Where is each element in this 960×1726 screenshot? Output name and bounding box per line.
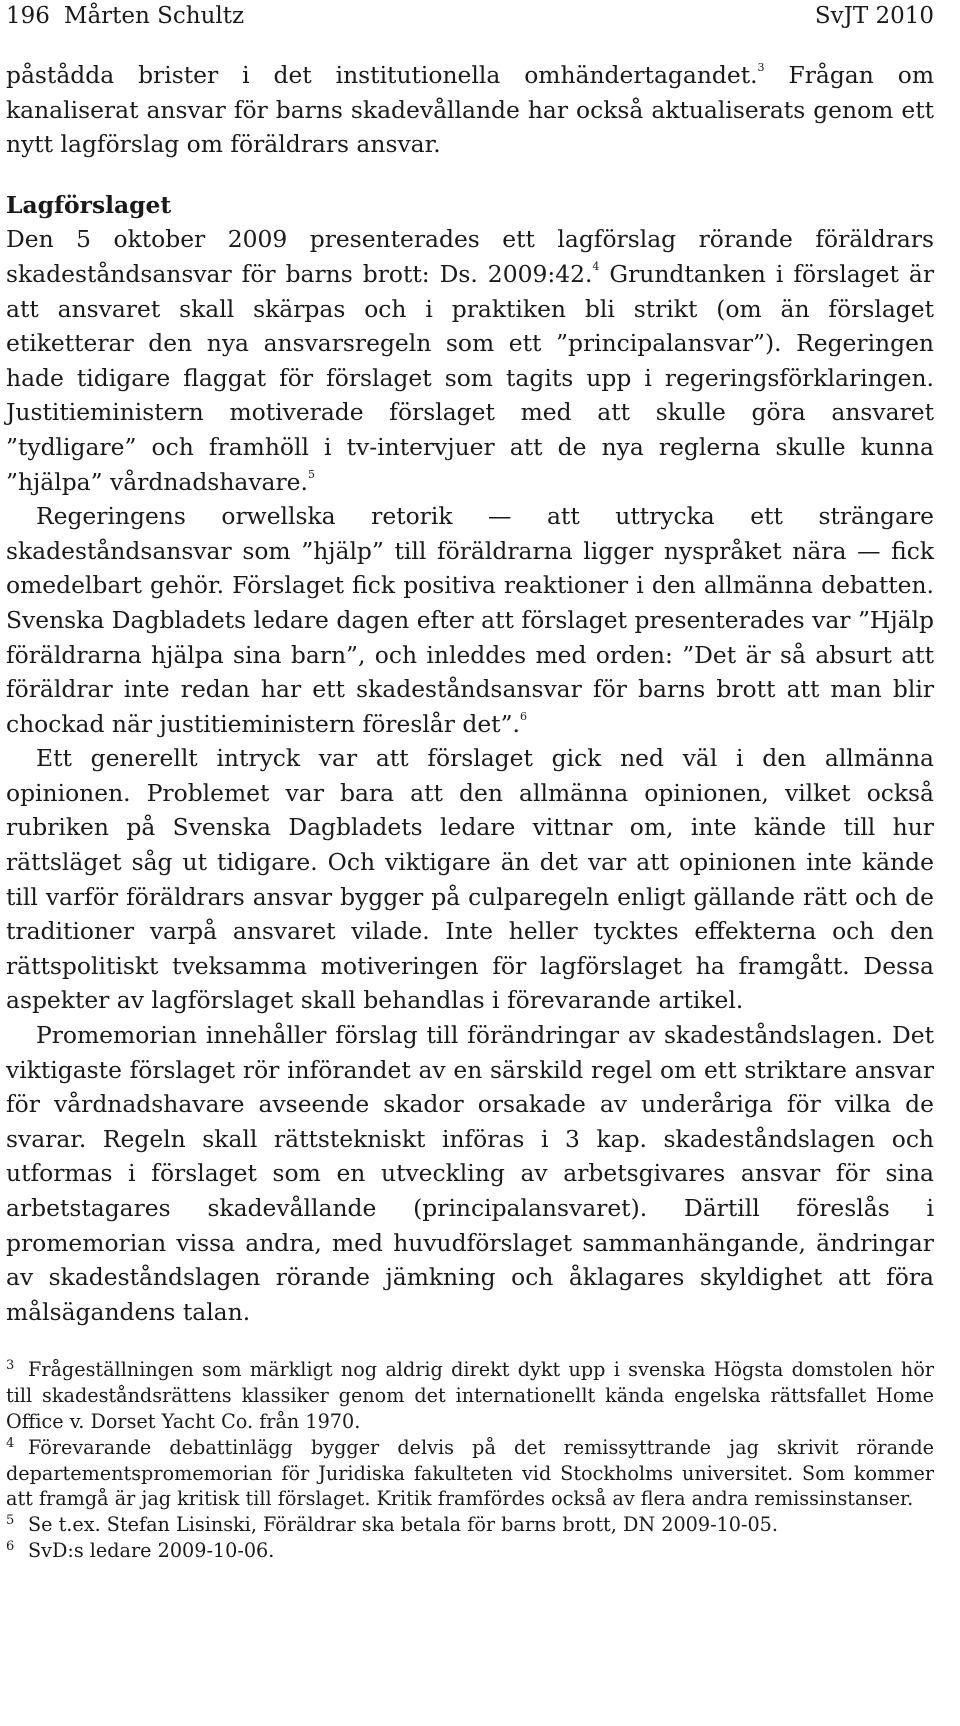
paragraph-4: Promemorian innehåller förslag till förändringar av skadeståndslagen. Det viktigaste förslaget rör införandet av en särskild regel om ett striktare ansvar för vårdnadshavare avseende skador orsakade av underåriga för vilka de svarar. Regeln skall rättstekniskt införas i 3 kap. skadeståndslagen och utformas i förslaget som en utveckling av arbetsgivares ansvar för sina arbetstagares skadevållande (principalansvaret). Därtill föreslås i promemorian vissa andra, med huvudförslaget sammanhängande, ändringar av skadeståndslagen rörande jämkning och åklagares skyldighet att föra målsägandens talan. xyxy=(6,1021,934,1326)
p1-text-a: Den 5 oktober 2009 presenterades ett lagförslag rörande föräldrars skadeståndsansvar för barns brott: Ds. 2009:42. xyxy=(6,225,934,288)
footnote: 3 Frågeställningen som märkligt nog aldrig direkt dykt upp i svenska Högsta domstolen hör till skadeståndsrättens klassiker genom det internationellt kända engelska rättsfallet Home Office v. Dorset Yacht Co. från 1970. xyxy=(6,1358,934,1433)
footnote-ref-4[interactable]: 4 xyxy=(592,259,600,273)
footnote-ref-6[interactable]: 6 xyxy=(519,709,527,723)
journal-issue: SvJT 2010 xyxy=(814,3,934,29)
footnote-text: Se t.ex. Stefan Lisinski, Föräldrar ska betala för barns brott, DN 2009-10-05. xyxy=(28,1513,778,1537)
footnote-text: SvD:s ledare 2009-10-06. xyxy=(28,1538,275,1562)
paragraph-3: Ett generellt intryck var att förslaget gick ned väl i den allmänna opinionen. Problemet var bara att den allmänna opinionen, vilket också rubriken på Svenska Dagbladets ledare vittnar om, inte kände till hur rättsläget såg ut tidigare. Och viktigare än det var att opinionen inte kände till varför föräldrars ansvar bygger på culparegeln enligt gällande rätt och de traditioner varpå ansvaret vilade. Inte heller tycktes effekterna och den rättspolitiskt tveksamma motiveringen för lagförslaget ha framgått. Dessa aspekter av lagförslaget skall behandlas i förevarande artikel. xyxy=(6,744,934,1015)
author-name: Mårten Schultz xyxy=(63,3,245,29)
intro-paragraph xyxy=(6,58,934,162)
intro-text-b: Frågan om kanaliserat ansvar för barns skadevållande har också aktualiserats genom ett nytt lagförslag om föräldrars ansvar. xyxy=(6,61,935,159)
footnote-text: Förevarande debattinlägg bygger delvis på det remissyttrande jag skrivit rörande departementspromemorian för Juridiska fakulteten vid Stockholms universitet. Som kommer att framgå är jag kritisk till förslaget. Kritik framfördes också av flera andra remissinstanser. xyxy=(6,1435,934,1511)
page-number: 196 xyxy=(6,3,50,29)
footnote-ref-5[interactable]: 5 xyxy=(307,467,315,481)
p1-text-b: Grundtanken i förslaget är att ansvaret skall skärpas och i praktiken bli strikt (om än förslaget etiketterar den nya ansvarsregeln som ett ”principalansvar”). Regeringen hade tidigare flaggat för förslaget som tagits upp i regeringsförklaringen. Justitieministern motiverade förslaget med att skulle göra ansvaret ”tydligare” och framhöll i tv-intervjuer att de nya reglerna skulle kunna ”hjälpa” vårdnadshavare. xyxy=(6,259,934,496)
paragraph-2 xyxy=(6,499,934,741)
intro-text-a: påstådda brister i det institutionella omhändertagandet. xyxy=(6,61,758,89)
paragraph-1 xyxy=(6,222,934,499)
header-left xyxy=(6,2,244,30)
p2-text-a: Regeringens orwellska retorik — att uttrycka ett strängare skadeståndsansvar som ”hjälp” till föräldrarna ligger nyspråket nära — fick omedelbart gehör. Förslaget fick positiva reaktioner i den allmänna debatten. Svenska Dagbladets ledare dagen efter att förslaget presenterades var ”Hjälp föräldrarna hjälpa sina barn”, och inleddes med orden: ”Det är så absurt att föräldrar inte redan har ett skadeståndsansvar för barns brott att man blir chockad när justitieministern föreslår det”. xyxy=(6,502,934,738)
running-header xyxy=(6,0,934,36)
section-heading: Lagförslaget xyxy=(6,190,172,219)
footnote-text: Frågeställningen som märkligt nog aldrig direkt dykt upp i svenska Högsta domstolen hör till skadeståndsrättens klassiker genom det internationellt kända engelska rättsfallet Home Office v. Dorset Yacht Co. från 1970. xyxy=(6,1358,934,1433)
footnote: 5 Se t.ex. Stefan Lisinski, Föräldrar ska betala för barns brott, DN 2009-10-05. xyxy=(6,1513,778,1537)
footnote: 4 Förevarande debattinlägg bygger delvis på det remissyttrande jag skrivit rörande departementspromemorian för Juridiska fakulteten vid Stockholms universitet. Som kommer att framgå är jag kritisk till förslaget. Kritik framfördes också av flera andra remissinstanser. xyxy=(6,1435,934,1511)
article-body xyxy=(6,58,934,1329)
footnote-ref-3[interactable]: 3 xyxy=(757,61,765,74)
footnotes xyxy=(6,1357,934,1563)
footnote: 6 SvD:s ledare 2009-10-06. xyxy=(6,1538,275,1562)
